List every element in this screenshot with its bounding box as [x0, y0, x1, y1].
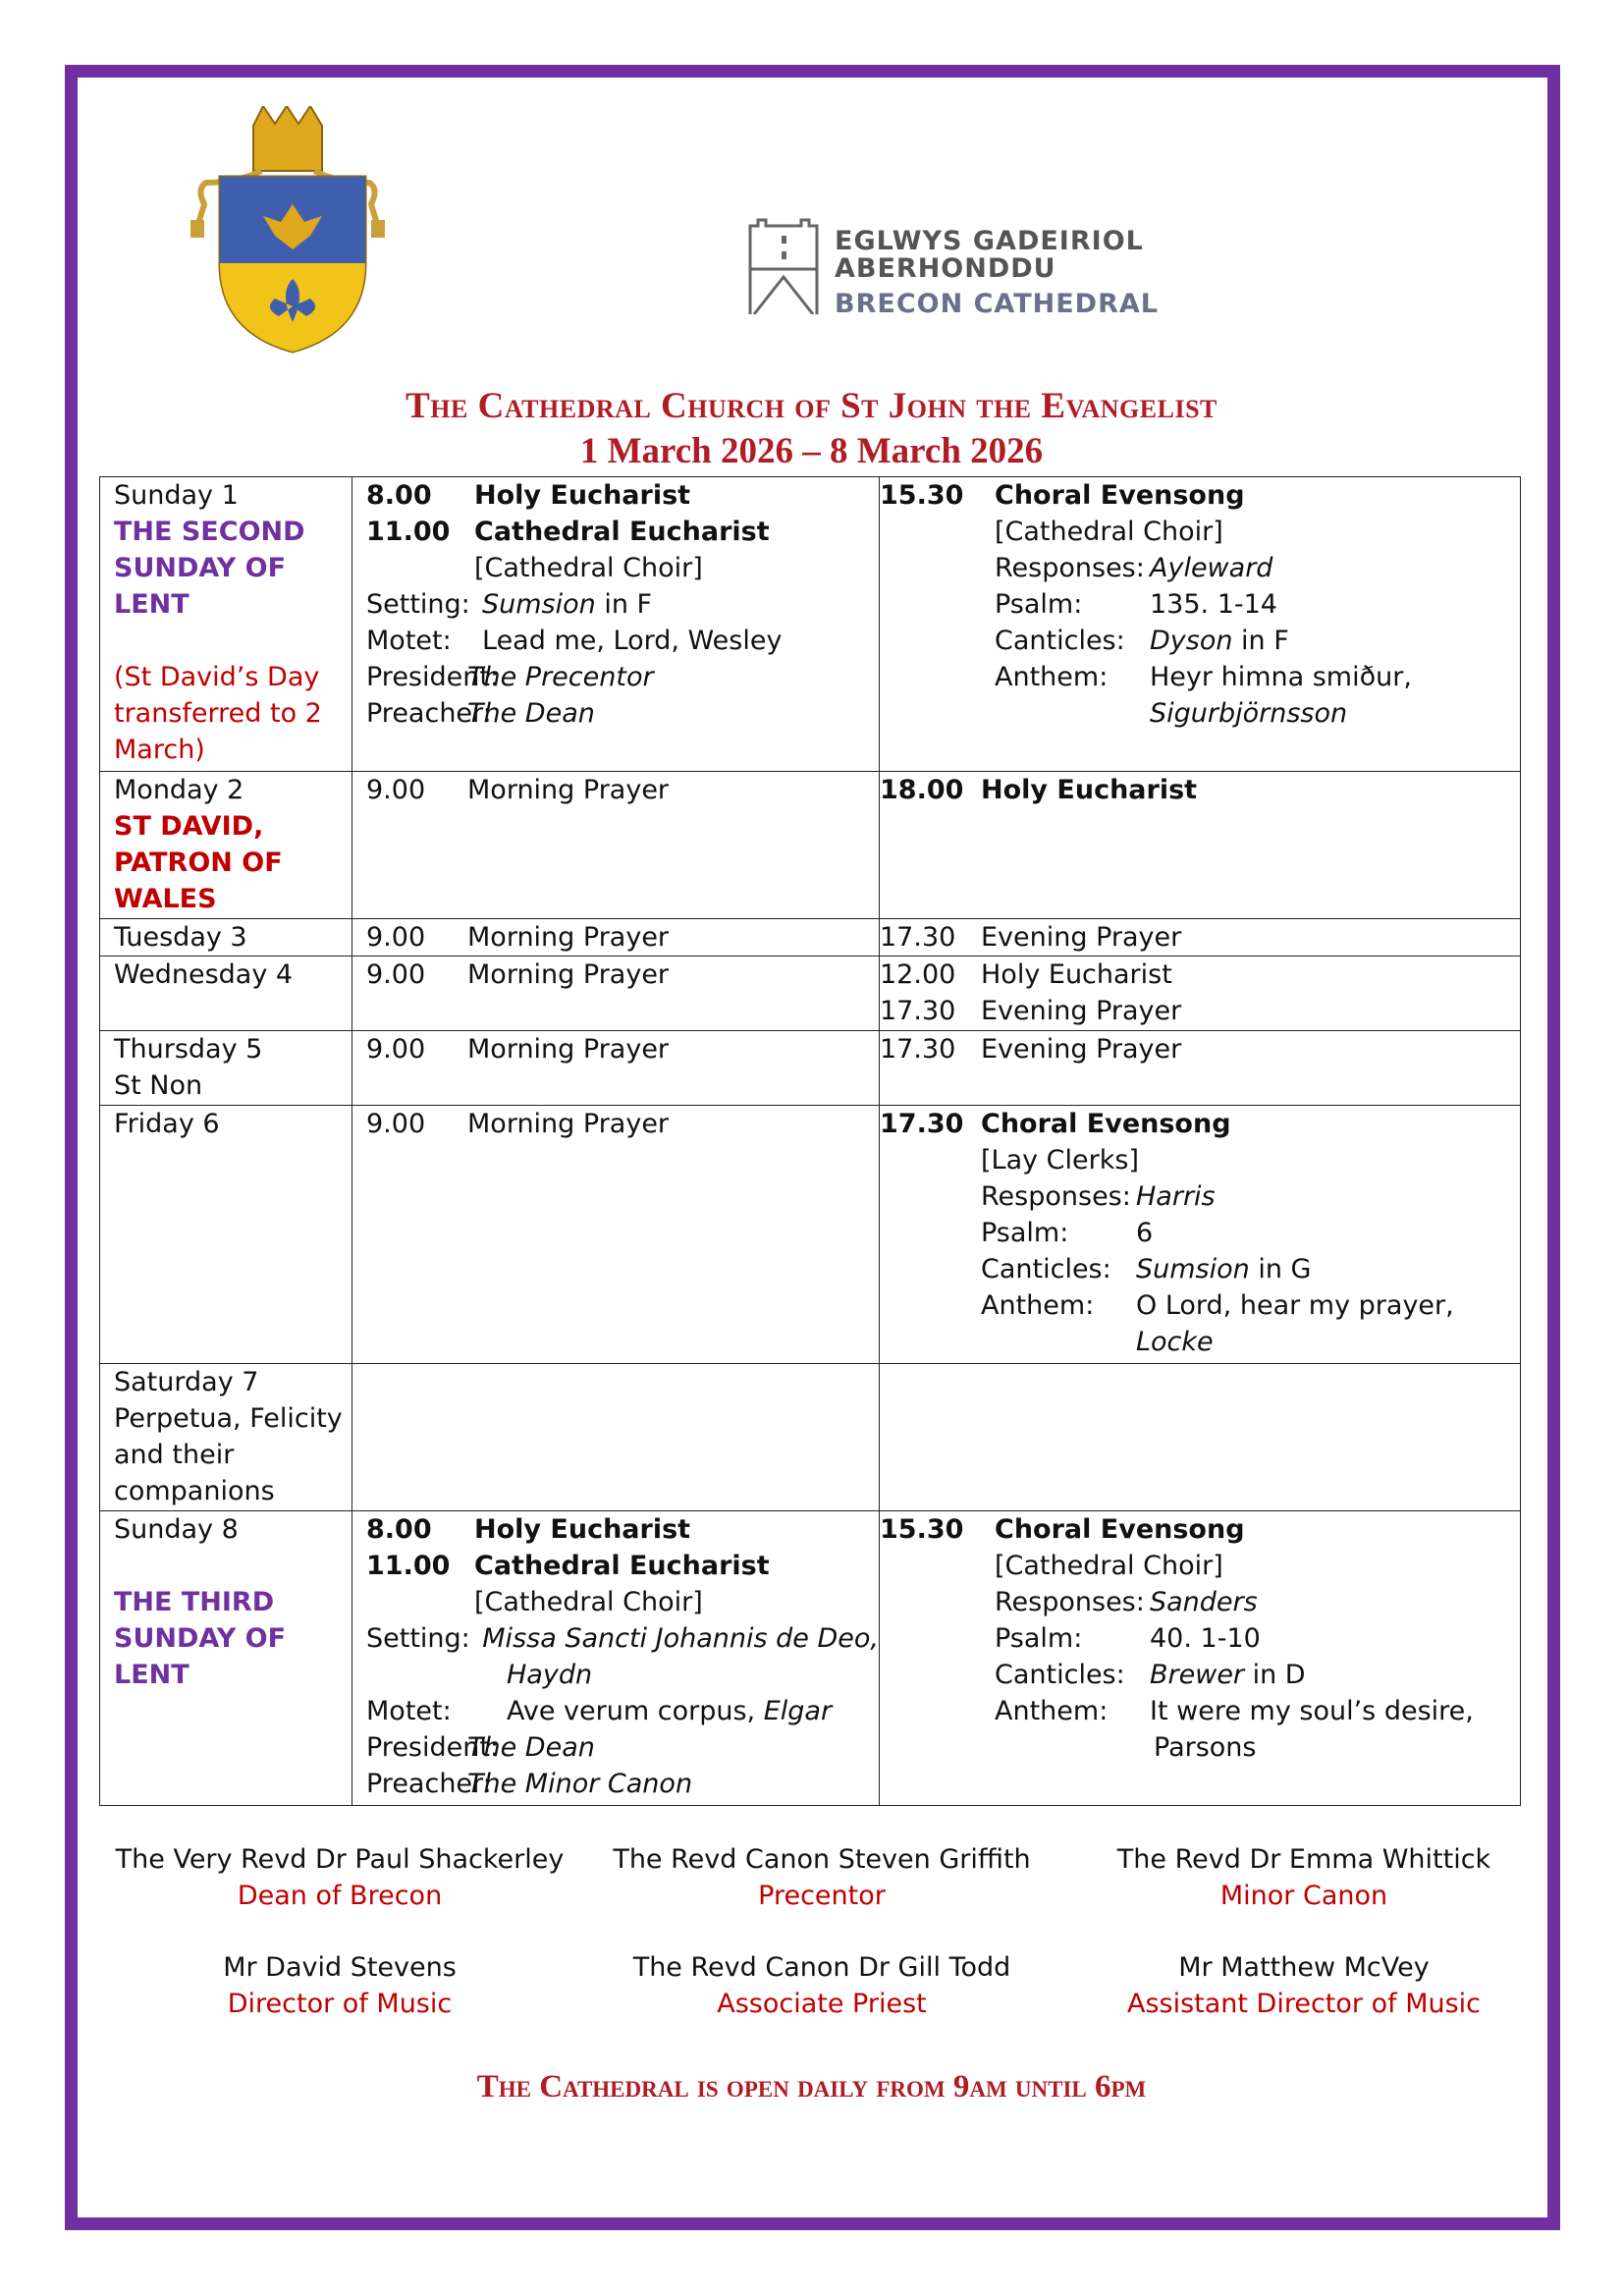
service-time: 15.30: [880, 480, 964, 511]
table-row: [100, 1106, 1521, 1364]
feast-name: THE SECOND: [114, 517, 305, 547]
morning-services-cell: [352, 477, 880, 772]
responses-label: Responses:: [995, 553, 1145, 583]
canticles-label: Canticles:: [995, 626, 1125, 656]
service-name: Morning Prayer: [467, 1109, 670, 1139]
day-cell: [100, 919, 352, 957]
setting-composer: Sumsion: [482, 589, 596, 620]
service-name: Holy Eucharist: [474, 480, 691, 511]
choir-label: [Lay Clerks]: [981, 1145, 1139, 1175]
staff-name: The Very Revd Dr Paul Shackerley: [115, 1844, 565, 1875]
canticles-composer: Dyson: [1150, 626, 1233, 656]
brecon-cathedral-logo: [744, 210, 1157, 320]
table-row: [100, 957, 1521, 1031]
anthem-composer: Parsons: [1154, 1732, 1257, 1763]
logo-line-welsh-2: ABERHONDDU: [835, 253, 1056, 284]
staff-entry: [94, 1949, 585, 2022]
responses-label: Responses:: [995, 1587, 1145, 1617]
staff-role: Dean of Brecon: [237, 1881, 443, 1911]
diocesan-crest-icon: [185, 106, 401, 357]
setting-key: in F: [595, 589, 653, 620]
canticles-key: in G: [1249, 1254, 1312, 1285]
staff-name: The Revd Dr Emma Whittick: [1116, 1844, 1491, 1875]
service-name: Holy Eucharist: [981, 775, 1198, 805]
day-label: Saturday 7: [114, 1367, 259, 1397]
service-time: 11.00: [366, 1551, 451, 1581]
canticles-key: in F: [1232, 626, 1289, 656]
service-time: 12.00: [880, 959, 956, 990]
service-time: 17.30: [880, 1109, 964, 1139]
day-cell: [100, 1106, 352, 1364]
setting-label: Setting:: [366, 1623, 470, 1654]
service-time: 8.00: [366, 1514, 432, 1545]
evening-services-cell: [880, 919, 1521, 957]
table-row: [100, 1364, 1521, 1511]
day-label: Monday 2: [114, 775, 244, 805]
president-value: The Dean: [467, 1732, 595, 1763]
table-row: [100, 919, 1521, 957]
responses-value: Sanders: [1150, 1587, 1258, 1617]
service-name: Choral Evensong: [995, 1514, 1245, 1545]
service-name: Cathedral Eucharist: [474, 1551, 770, 1581]
service-name: Cathedral Eucharist: [474, 517, 770, 547]
feast-name: companions: [114, 1476, 275, 1506]
president-label: President:: [366, 662, 500, 692]
service-schedule-table: [99, 476, 1521, 1806]
feast-name: THE THIRD: [114, 1587, 275, 1617]
psalm-label: Psalm:: [981, 1218, 1069, 1248]
evening-services-cell: [880, 477, 1521, 772]
day-cell: [100, 477, 352, 772]
feast-note: March): [114, 735, 205, 765]
logo-line-english: BRECON CATHEDRAL: [835, 289, 1159, 319]
preacher-value: The Dean: [467, 698, 595, 729]
setting-composer: Haydn: [507, 1660, 593, 1690]
service-time: 17.30: [880, 996, 956, 1026]
service-name: Morning Prayer: [467, 1034, 670, 1065]
service-time: 9.00: [366, 959, 426, 990]
canticles-label: Canticles:: [981, 1254, 1111, 1285]
evening-services-cell: [880, 957, 1521, 1031]
canticles-composer: Brewer: [1150, 1660, 1245, 1690]
feast-name: and their: [114, 1440, 235, 1470]
service-time: 9.00: [366, 922, 426, 953]
staff-name: The Revd Canon Dr Gill Todd: [632, 1952, 1011, 1983]
table-row: [100, 477, 1521, 772]
psalm-value: 135. 1-14: [1150, 589, 1277, 620]
staff-entry: [576, 1949, 1067, 2022]
choir-label: [Cathedral Choir]: [474, 1587, 703, 1617]
anthem-value: Heyr himna smiður,: [1150, 662, 1412, 692]
preacher-value: The Minor Canon: [467, 1769, 693, 1799]
evening-services-cell: [880, 1106, 1521, 1364]
evening-services-cell: [880, 1364, 1521, 1511]
motet-composer: Elgar: [763, 1696, 833, 1726]
responses-label: Responses:: [981, 1181, 1131, 1212]
table-row: [100, 1031, 1521, 1106]
evening-services-cell: [880, 772, 1521, 919]
page-title: The Cathedral Church of St John the Evangelist: [406, 386, 1217, 426]
service-name: Choral Evensong: [981, 1109, 1231, 1139]
president-label: President:: [366, 1732, 500, 1763]
staff-role: Director of Music: [227, 1989, 453, 2019]
evening-services-cell: [880, 1031, 1521, 1106]
feast-note: transferred to 2: [114, 698, 322, 729]
morning-services-cell: [352, 919, 880, 957]
day-label: Sunday 8: [114, 1514, 239, 1545]
service-time: 17.30: [880, 1034, 956, 1065]
motet-label: Motet:: [366, 1696, 452, 1726]
anthem-value: O Lord, hear my prayer,: [1136, 1290, 1454, 1321]
feast-name: St Non: [114, 1070, 203, 1101]
service-name: Morning Prayer: [467, 959, 670, 990]
table-row: [100, 1511, 1521, 1806]
canticles-label: Canticles:: [995, 1660, 1125, 1690]
service-name: Evening Prayer: [981, 996, 1182, 1026]
service-time: 17.30: [880, 922, 956, 953]
choir-label: [Cathedral Choir]: [995, 517, 1223, 547]
day-cell: [100, 772, 352, 919]
staff-role: Minor Canon: [1219, 1881, 1388, 1911]
service-time: 18.00: [880, 775, 964, 805]
staff-role: Precentor: [758, 1881, 886, 1911]
cathedral-tower-icon: [744, 216, 823, 314]
responses-value: Ayleward: [1150, 553, 1273, 583]
day-label: Thursday 5: [114, 1034, 263, 1065]
morning-services-cell: [352, 1511, 880, 1806]
service-time: 9.00: [366, 1034, 426, 1065]
psalm-value: 6: [1136, 1218, 1154, 1248]
anthem-label: Anthem:: [995, 662, 1109, 692]
day-label: Tuesday 3: [114, 922, 247, 953]
day-label: Friday 6: [114, 1109, 220, 1139]
day-cell: [100, 957, 352, 1031]
canticles-composer: Sumsion: [1136, 1254, 1250, 1285]
anthem-label: Anthem:: [981, 1290, 1095, 1321]
service-name: Morning Prayer: [467, 922, 670, 953]
morning-services-cell: [352, 957, 880, 1031]
anthem-value: It were my soul’s desire,: [1150, 1696, 1474, 1726]
staff-entry: [576, 1841, 1067, 1914]
opening-hours-notice: The Cathedral is open daily from 9am until 6pm: [476, 2069, 1147, 2105]
service-time: 15.30: [880, 1514, 964, 1545]
day-cell: [100, 1031, 352, 1106]
feast-name: SUNDAY OF: [114, 553, 287, 583]
day-label: Sunday 1: [114, 480, 239, 511]
staff-name: Mr David Stevens: [223, 1952, 457, 1983]
staff-role: Assistant Director of Music: [1126, 1989, 1482, 2019]
feast-name: LENT: [114, 1660, 189, 1690]
staff-name: Mr Matthew McVey: [1178, 1952, 1430, 1983]
morning-services-cell: [352, 1364, 880, 1511]
service-time: 9.00: [366, 1109, 426, 1139]
service-name: Holy Eucharist: [981, 959, 1172, 990]
service-time: 8.00: [366, 480, 432, 511]
anthem-label: Anthem:: [995, 1696, 1109, 1726]
canticles-key: in D: [1244, 1660, 1306, 1690]
service-time: 9.00: [366, 775, 426, 805]
setting-value: Missa Sancti Johannis de Deo,: [482, 1623, 879, 1654]
feast-note: (St David’s Day: [114, 662, 320, 692]
service-name: Morning Prayer: [467, 775, 670, 805]
service-name: Evening Prayer: [981, 922, 1182, 953]
service-time: 11.00: [366, 517, 451, 547]
logo-line-welsh-1: EGLWYS GADEIRIOL: [835, 226, 1144, 256]
day-label: Wednesday 4: [114, 959, 294, 990]
responses-value: Harris: [1136, 1181, 1216, 1212]
feast-name: PATRON OF: [114, 847, 283, 878]
preacher-label: Preacher:: [366, 1769, 492, 1799]
staff-entry: [1058, 1841, 1549, 1914]
choir-label: [Cathedral Choir]: [474, 553, 703, 583]
feast-name: SUNDAY OF: [114, 1623, 287, 1654]
president-value: The Precentor: [467, 662, 654, 692]
staff-role: Associate Priest: [717, 1989, 927, 2019]
morning-services-cell: [352, 1106, 880, 1364]
day-cell: [100, 1511, 352, 1806]
staff-name: The Revd Canon Steven Griffith: [613, 1844, 1031, 1875]
psalm-label: Psalm:: [995, 589, 1083, 620]
motet-label: Motet:: [366, 626, 452, 656]
date-range: 1 March 2026 – 8 March 2026: [579, 431, 1044, 471]
motet-value: Lead me, Lord, Wesley: [482, 626, 783, 656]
motet-value: Ave verum corpus,: [507, 1696, 764, 1726]
day-cell: [100, 1364, 352, 1511]
table-row: [100, 772, 1521, 919]
psalm-value: 40. 1-10: [1150, 1623, 1261, 1654]
service-name: Evening Prayer: [981, 1034, 1182, 1065]
psalm-label: Psalm:: [995, 1623, 1083, 1654]
choir-label: [Cathedral Choir]: [995, 1551, 1223, 1581]
morning-services-cell: [352, 772, 880, 919]
feast-name: ST DAVID,: [114, 811, 264, 842]
setting-label: Setting:: [366, 589, 470, 620]
preacher-label: Preacher:: [366, 698, 492, 729]
service-name: Choral Evensong: [995, 480, 1245, 511]
anthem-composer: Locke: [1136, 1327, 1214, 1357]
evening-services-cell: [880, 1511, 1521, 1806]
service-name: Holy Eucharist: [474, 1514, 691, 1545]
feast-name: LENT: [114, 589, 189, 620]
staff-entry: [94, 1841, 585, 1914]
anthem-composer: Sigurbjörnsson: [1150, 698, 1348, 729]
staff-entry: [1058, 1949, 1549, 2022]
morning-services-cell: [352, 1031, 880, 1106]
feast-name: WALES: [114, 884, 217, 914]
feast-name: Perpetua, Felicity: [114, 1403, 343, 1434]
